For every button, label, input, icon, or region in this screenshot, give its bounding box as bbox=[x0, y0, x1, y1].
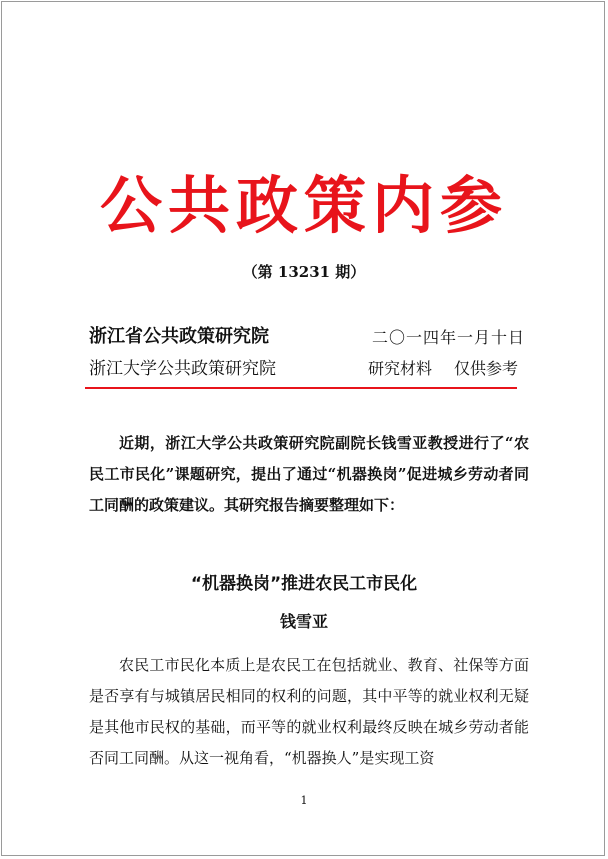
page-number: 1 bbox=[300, 794, 308, 807]
note-for-reference: 仅供参考 bbox=[454, 359, 519, 378]
article-title: “机器换岗”推进农民工市民化 bbox=[190, 574, 418, 594]
masthead-title: 公共政策内参 bbox=[99, 169, 508, 242]
publisher-secondary: 浙江大学公共政策研究院 bbox=[89, 359, 276, 379]
header-divider bbox=[85, 387, 517, 389]
publisher-primary: 浙江省公共政策研究院 bbox=[89, 326, 269, 347]
note-research-material: 研究材料 bbox=[368, 359, 433, 378]
intro-paragraph: 近期，浙江大学公共政策研究院副院长钱雪亚教授进行了“农民工市民化”课题研究，提出了通过“机器换岗”促进城乡劳动者同工同酬的政策建议。其研究报告摘要整理如下： bbox=[89, 434, 529, 514]
distribution-note bbox=[368, 357, 518, 381]
article-author: 钱雪亚 bbox=[279, 612, 328, 631]
issue-number: （第 13231 期） bbox=[242, 263, 366, 281]
publication-date: 二〇一四年一月十日 bbox=[372, 328, 526, 347]
article-paragraph: 农民工市民化本质上是农民工在包括就业、教育、社保等方面是否享有与城镇居民相同的权利的问题，其中平等的就业权利无疑是其他市民权的基础，而平等的就业权利最终反映在城乡劳动者能否同工同酬。从这一视角看，“机器换人”是实现工资 bbox=[89, 656, 529, 767]
